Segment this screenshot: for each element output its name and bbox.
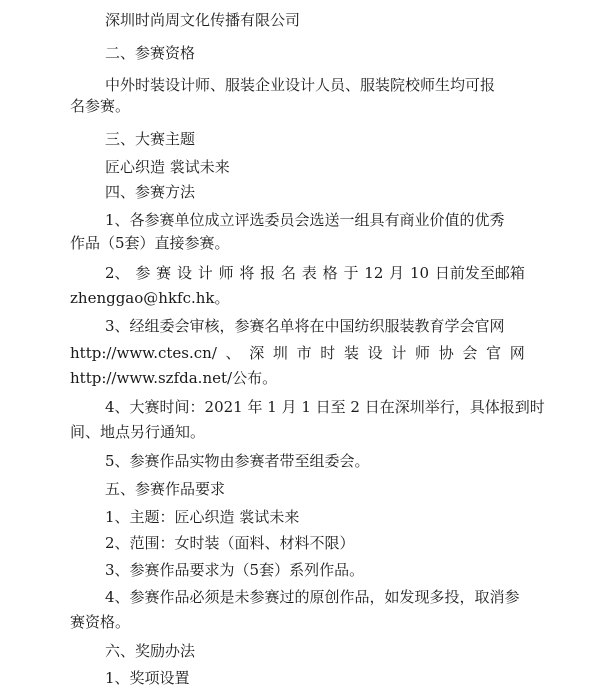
section-heading-method: 四、参赛方法 <box>105 183 196 201</box>
method-item-3-line: 3、经组委会审核，参赛名单将在中国纺织服装教育学会官网 <box>105 317 505 335</box>
method-item-1-line: 1、各参赛单位成立评选委员会选送一组具有商业价值的优秀 <box>105 211 505 229</box>
text-fragment: 师 <box>218 264 234 282</box>
email-address: zhenggao@hkfc.hk。 <box>70 289 230 307</box>
text-fragment: 表 <box>301 264 317 282</box>
eligibility-paragraph-line: 中外时装设计师、服装企业设计人员、服装院校师生均可报 <box>105 76 496 94</box>
text-fragment: 圳 <box>272 344 288 362</box>
text-fragment: 将 <box>239 264 255 282</box>
text-fragment: 师 <box>415 344 431 362</box>
text-fragment: 装 <box>343 344 359 362</box>
text-fragment: 参 <box>135 264 151 282</box>
text-fragment: 设 <box>176 264 192 282</box>
requirement-item-1: 1、主题：匠心织造 裳试未来 <box>105 508 300 526</box>
text-fragment: 、 <box>225 344 241 362</box>
text-fragment: 设 <box>367 344 383 362</box>
text-fragment: 会 <box>462 344 478 362</box>
requirement-item-2: 2、范围：女时装（面料、材料不限） <box>105 534 355 552</box>
text-fragment: 市 <box>296 344 312 362</box>
text-fragment: 格 <box>322 264 338 282</box>
text-fragment: 名 <box>281 264 297 282</box>
text-fragment: 于 <box>343 264 359 282</box>
method-item-3-line: http://www.szfda.net/公布。 <box>70 369 278 387</box>
text-fragment: 10 <box>409 264 430 282</box>
text-fragment: 时 <box>320 344 336 362</box>
method-item-2-line <box>105 263 525 283</box>
section-heading-eligibility: 二、参赛资格 <box>105 44 196 62</box>
text-fragment: 协 <box>438 344 454 362</box>
text-fragment: 日前发至邮箱 <box>434 264 525 282</box>
text-fragment: 网 <box>509 344 525 362</box>
method-item-5: 5、参赛作品实物由参赛者带至组委会。 <box>105 452 370 470</box>
text-fragment: 计 <box>197 264 213 282</box>
text-fragment: 报 <box>260 264 276 282</box>
text-fragment: 赛 <box>156 264 172 282</box>
requirement-item-4-line: 4、参赛作品必须是未参赛过的原创作品，如发现多投，取消参 <box>105 588 520 606</box>
section-heading-theme: 三、大赛主题 <box>105 130 196 148</box>
section-heading-requirements: 五、参赛作品要求 <box>105 480 226 498</box>
text-fragment: 计 <box>391 344 407 362</box>
text-fragment: 官 <box>486 344 502 362</box>
requirement-item-3: 3、参赛作品要求为（5套）系列作品。 <box>105 561 365 579</box>
section-heading-awards: 六、奖励办法 <box>105 642 196 660</box>
awards-item-1: 1、奖项设置 <box>105 669 190 687</box>
method-item-1-line: 作品（5套）直接参赛。 <box>70 234 230 252</box>
method-item-4-line: 间、地点另行通知。 <box>70 423 206 441</box>
requirement-item-4-line: 赛资格。 <box>70 613 131 631</box>
organizer-line: 深圳时尚周文化传播有限公司 <box>105 11 301 29</box>
text-fragment: 月 <box>389 264 405 282</box>
theme-text: 匠心织造 裳试未来 <box>105 158 230 176</box>
eligibility-paragraph-line: 名参赛。 <box>70 97 131 115</box>
url-text: http://www.ctes.cn/ <box>70 344 217 362</box>
method-item-4-line: 4、大赛时间：2021 年 1 月 1 日至 2 日在深圳举行，具体报到时 <box>105 398 545 416</box>
text-fragment: 2、 <box>105 264 130 282</box>
text-fragment: 深 <box>249 344 265 362</box>
method-item-3-line <box>70 343 525 363</box>
text-fragment: 12 <box>364 264 384 282</box>
